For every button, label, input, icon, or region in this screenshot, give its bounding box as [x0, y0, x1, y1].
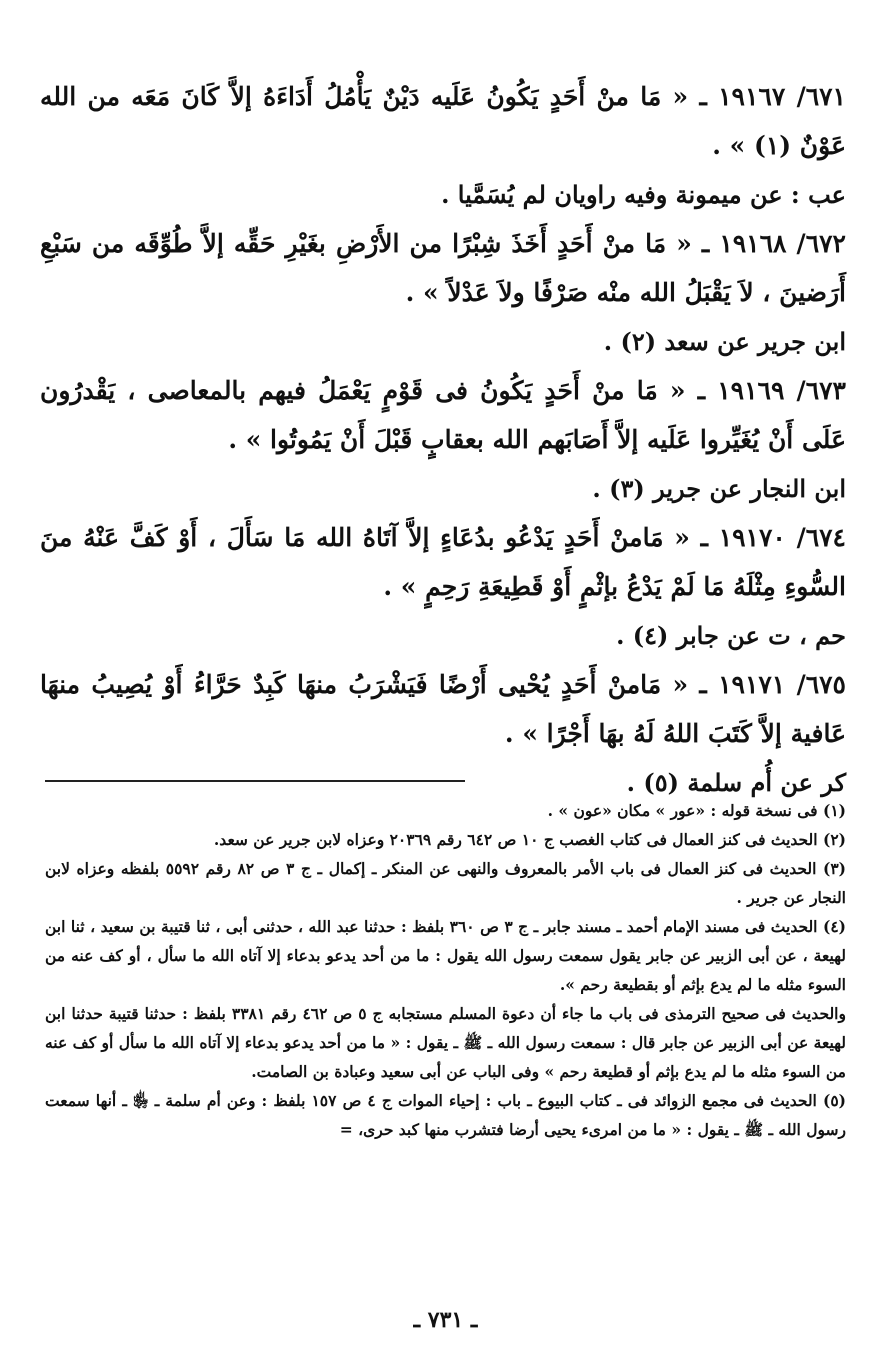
hadith-text-block — [40, 72, 846, 807]
source-671: عب : عن ميمونة وفيه راويان لم يُسَمَّيا . — [441, 180, 846, 209]
source-675: كر عن أُم سلمة (٥) . — [626, 768, 846, 797]
hadith-674: ٦٧٤/ ١٩١٧٠ ـ « مَامنْ أَحَدٍ يَدْعُو بدُعَاءٍ إلاَّ آتَاهُ الله مَا سَأَلَ ، أَوْ كَفَّ عَنْهُ منَ السُّوءِ مِثْلَهُ مَا لَمْ يَدْعُ بإثْمٍ أَوْ قَطِيعَةِ رَحِمٍ » . — [40, 523, 846, 601]
footnote-4-continuation: والحديث فى صحيح الترمذى فى باب ما جاء أن دعوة المسلم مستجابه ج ٥ ص ٤٦٢ رقم ٣٣٨١ بلفظ : حدثنا قتيبة حدثنا ابن لهيعة عن أبى الزبير عن جابر قال : سمعت رسول الله ـ ﷺ ـ يقول : « ما من أحد يدعو بدعاء إلا آتاه الله ما سأل أو كف عنه من السوء مثله ما لم يدع بإثم أو قطيعة رحم » وفى الباب عن أبى سعيد وعبادة بن الصامت. — [45, 1004, 846, 1081]
footnote-5: (٥) الحديث فى مجمع الزوائد فى ـ كتاب البيوع ـ باب : إحياء الموات ج ٤ ص ١٥٧ بلفظ : وعن أم سلمة ـ ﵂ ـ أنها سمعت رسول الله ـ ﷺ ـ يقول : « ما من امرىء يحيى أرضا فتشرب منها كبد حرى، = — [45, 1091, 846, 1139]
source-672: ابن جرير عن سعد (٢) . — [603, 327, 846, 356]
source-674: حم ، ت عن جابر (٤) . — [616, 621, 846, 650]
hadith-673: ٦٧٣/ ١٩١٦٩ ـ « مَا منْ أَحَدٍ يَكُونُ فى قَوْمٍ يَعْمَلُ فيهم بالمعاصى ، يَقْدرُون عَلَى أَنْ يُغَيِّروا عَلَيه إلاَّ أَصَابَهم الله بعقابٍ قَبْلَ أَنْ يَمُوتُوا » . — [40, 376, 846, 454]
page-number: ـ ٧٣١ ـ — [413, 1307, 478, 1333]
footnote-2: (٢) الحديث فى كنز العمال فى كتاب الغصب ج ١٠ ص ٦٤٢ رقم ٢٠٣٦٩ وعزاه لابن جرير عن سعد. — [213, 830, 846, 849]
footnote-3: (٣) الحديث فى كنز العمال فى باب الأمر بالمعروف والنهى عن المنكر ـ إكمال ـ ج ٣ ص ٨٢ رقم ٥٥٩٢ بلفظه وعزاه لابن النجار عن جرير . — [45, 859, 846, 907]
footnote-4: (٤) الحديث فى مسند الإمام أحمد ـ مسند جابر ـ ج ٣ ص ٣٦٠ بلفظ : حدثنا عبد الله ، حدثنى أبى ، ثنا قتيبة بن سعيد ، ثنا ابن لهيعة ، عن أبى الزبير عن جابر يقول سمعت رسول الله يقول : ما من أحد يدعو بدعاء إلا آتاه الله ما سأل ، أو كف عنه من السوء مثله ما لم يدع بإثم أو بقطيعة رحم ». — [45, 917, 846, 994]
footnotes-section — [45, 780, 846, 1144]
hadith-671: ٦٧١/ ١٩١٦٧ ـ « مَا منْ أَحَدٍ يَكُونُ عَلَيه دَيْنٌ يَأْمُلُ أَدَاءَهُ إلاَّ كَانَ مَعَه من الله عَوْنٌ (١) » . — [40, 82, 846, 160]
footnote-list — [45, 790, 846, 1144]
hadith-675: ٦٧٥/ ١٩١٧١ ـ « مَامنْ أَحَدٍ يُحْيى أَرْضًا فَيَشْرَبُ منهَا كَبِدٌ حَرَّاءُ أَوْ يُصِيبُ منهَا عَافية إلاَّ كَتَبَ اللهُ لَهُ بهَا أَجْرًا » . — [40, 670, 846, 748]
hadith-672: ٦٧٢/ ١٩١٦٨ ـ « مَا منْ أَحَدٍ أَخَذَ شِبْرًا من الأَرْضِ بغَيْرِ حَقِّه إلاَّ طُوِّقَه من سَبْعِ أَرَضينَ ، لاَ يَقْبَلُ الله منْه صَرْفًا ولاَ عَدْلاً » . — [40, 229, 846, 307]
footnote-1: (١) فى نسخة قوله : «عور » مكان «عون » . — [547, 801, 846, 820]
footnote-divider — [45, 780, 465, 782]
source-673: ابن النجار عن جرير (٣) . — [592, 474, 846, 503]
